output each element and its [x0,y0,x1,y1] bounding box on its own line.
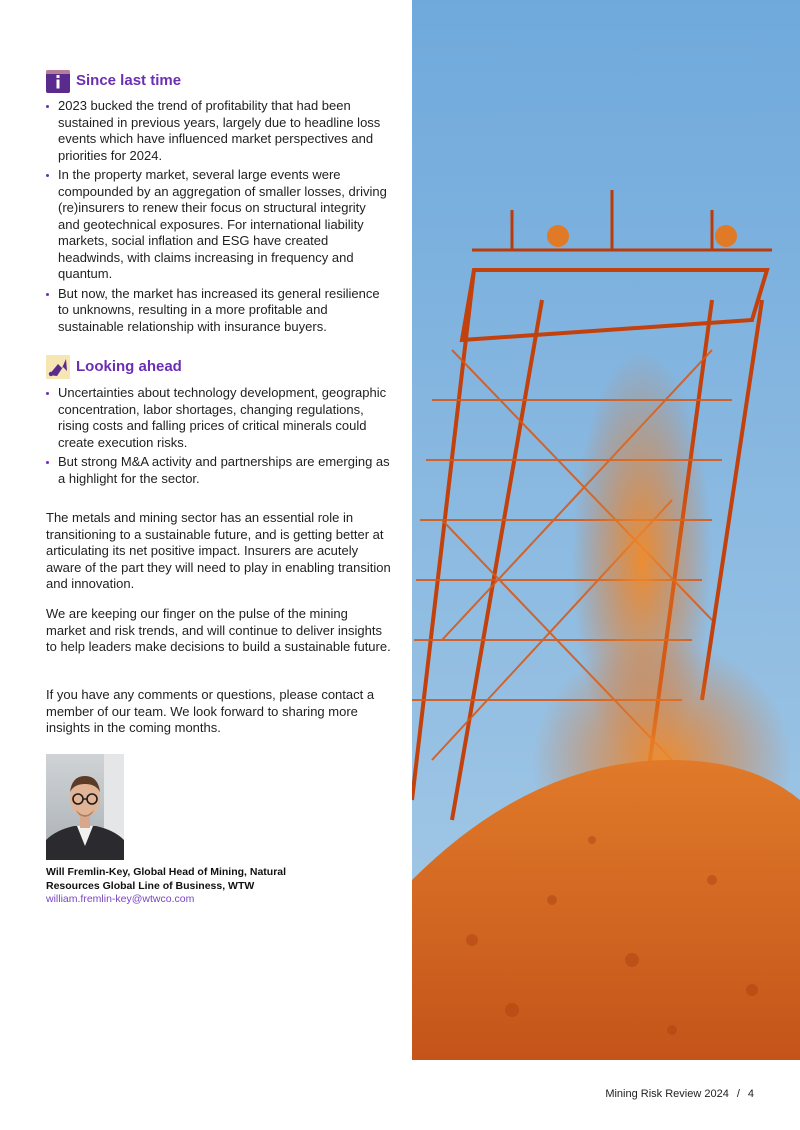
list-item: Uncertainties about technology development, geographic concentration, labor shortages, changing regulations, rising costs and falling prices of critical minerals could create execution risks. [46,385,391,451]
author-photo [46,754,124,860]
footer-separator: / [736,1088,740,1100]
forward-arrow-icon [46,355,70,379]
author-name: Will Fremlin-Key, Global Head of Mining, Natural Resources Global Line of Business, WTW [46,866,287,892]
looking-ahead-heading [46,354,182,380]
mining-conveyor-photo [412,0,800,1060]
page-number: 4 [747,1088,754,1100]
section-title: Since last time [76,72,182,89]
publication-title: Mining Risk Review 2024 [605,1088,729,1100]
conveyor-illustration [412,0,800,1060]
body-paragraph: The metals and mining sector has an essential role in transitioning to a sustainable future, and is getting better at articulating its net positive impact. Insurers are acutely aware of the part they will need to play in enabling transition and innovation. [46,510,391,591]
body-paragraph: If you have any comments or questions, please contact a member of our team. We look forward to sharing more insights in the coming months. [46,687,375,735]
person-silhouette [46,754,124,860]
list-item: In the property market, several large events were compounded by an aggregation of smaller losses, driving (re)insurers to renew their focus on structural integrity and geotechnical exposures. For international liability markets, social inflation and ESG have created headwinds, with claims increasing in frequency and quantum. [46,167,391,283]
author-email-link[interactable]: william.fremlin-key@wtwco.com [46,893,195,905]
page-footer [605,1088,754,1100]
looking-ahead-list [46,385,391,490]
list-item: 2023 bucked the trend of profitability that had been sustained in previous years, largely due to headline loss events which have influenced market perspectives and priorities for 2024. [46,98,391,164]
since-last-time-list [46,98,391,338]
list-item: But strong M&A activity and partnerships are emerging as a highlight for the sector. [46,454,391,487]
since-last-time-heading [46,68,181,94]
author-caption [46,866,316,907]
body-paragraph: We are keeping our finger on the pulse of the mining market and risk trends, and will continue to deliver insights to help leaders make decisions to build a sustainable future. [46,606,391,654]
info-icon [46,69,70,93]
section-title: Looking ahead [76,358,182,375]
list-item: But now, the market has increased its general resilience to unknowns, resulting in a more profitable and sustainable relationship with insurance buyers. [46,286,391,336]
